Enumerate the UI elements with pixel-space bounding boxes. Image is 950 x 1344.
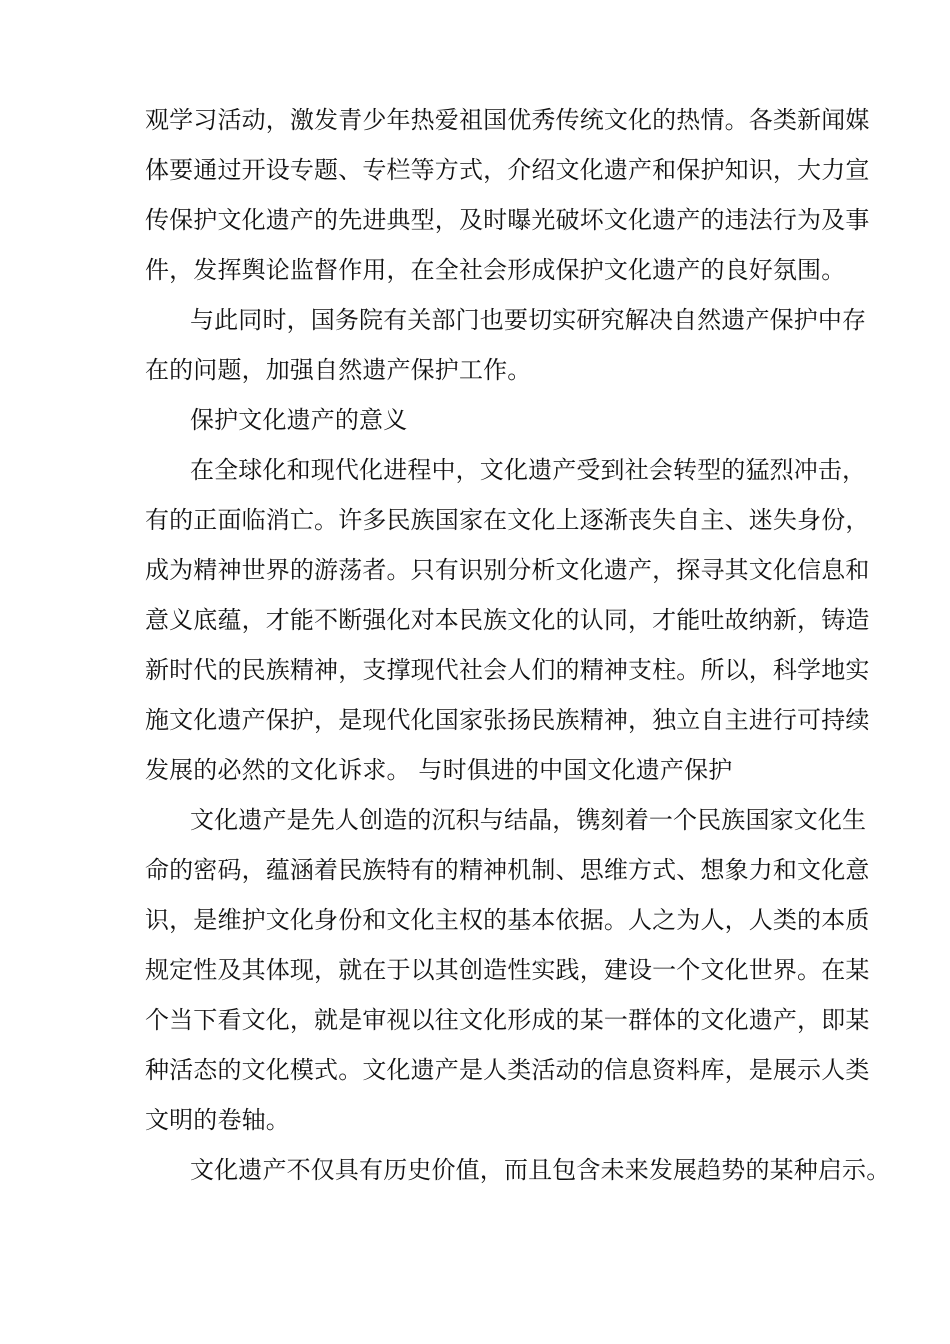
paragraph-first-line: 文化遗产不仅具有历史价值，而且包含未来发展趋势的某种启示。: [190, 1156, 891, 1184]
text-line: 体要通过开设专题、专栏等方式，介绍文化遗产和保护知识，大力宣: [145, 156, 870, 184]
text-line: 观学习活动，激发青少年热爱祖国优秀传统文化的热情。各类新闻媒: [145, 106, 870, 134]
text-line: 个当下看文化，就是审视以往文化形成的某一群体的文化遗产，即某: [145, 1006, 870, 1034]
text-line: 在的问题，加强自然遗产保护工作。: [145, 356, 532, 384]
text-line: 施文化遗产保护，是现代化国家张扬民族精神，独立自主进行可持续: [145, 706, 870, 734]
text-line: 规定性及其体现，就在于以其创造性实践，建设一个文化世界。在某: [145, 956, 870, 984]
text-line: 种活态的文化模式。文化遗产是人类活动的信息资料库，是展示人类: [145, 1056, 870, 1084]
paragraph-first-line: 与此同时，国务院有关部门也要切实研究解决自然遗产保护中存: [190, 306, 867, 334]
text-line: 有的正面临消亡。许多民族国家在文化上逐渐丧失自主、迷失身份，: [145, 506, 870, 534]
paragraph-first-line: 在全球化和现代化进程中，文化遗产受到社会转型的猛烈冲击，: [190, 456, 867, 484]
paragraph-first-line: 文化遗产是先人创造的沉积与结晶，镌刻着一个民族国家文化生: [190, 806, 867, 834]
text-line: 识，是维护文化身份和文化主权的基本依据。人之为人，人类的本质: [145, 906, 870, 934]
text-line: 成为精神世界的游荡者。只有识别分析文化遗产，探寻其文化信息和: [145, 556, 870, 584]
text-line: 意义底蕴，才能不断强化对本民族文化的认同，才能吐故纳新，铸造: [145, 606, 870, 634]
section-heading: 保护文化遗产的意义: [190, 406, 408, 434]
text-line: 发展的必然的文化诉求。 与时俱进的中国文化遗产保护: [145, 756, 733, 784]
text-line: 传保护文化遗产的先进典型，及时曝光破坏文化遗产的违法行为及事: [145, 206, 870, 234]
text-line: 新时代的民族精神，支撑现代社会人们的精神支柱。所以，科学地实: [145, 656, 870, 684]
text-line: 件，发挥舆论监督作用，在全社会形成保护文化遗产的良好氛围。: [145, 256, 846, 284]
text-line: 文明的卷轴。: [145, 1106, 290, 1134]
text-line: 命的密码，蕴涵着民族特有的精神机制、思维方式、想象力和文化意: [145, 856, 870, 884]
